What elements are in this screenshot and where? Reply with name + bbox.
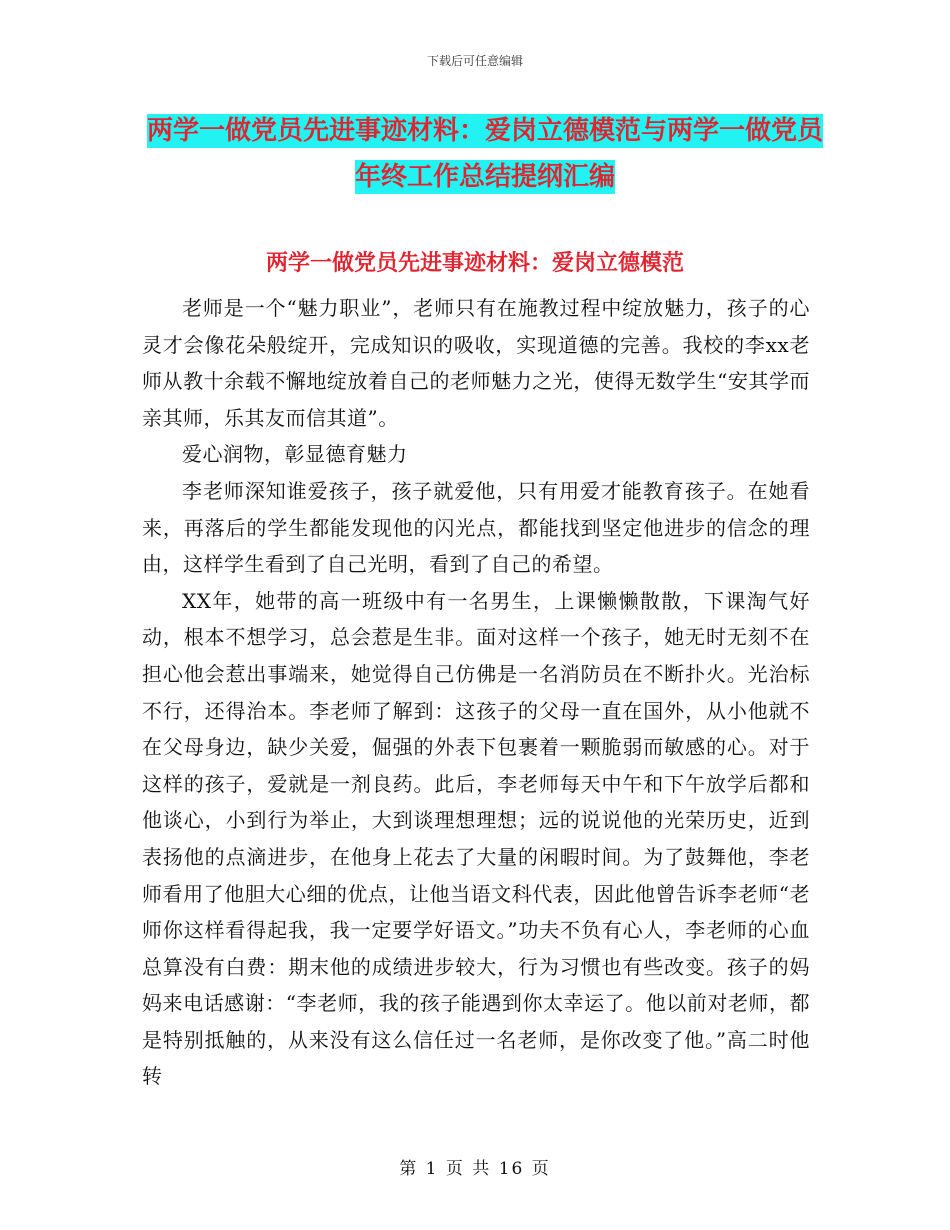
- header-note: 下载后可任意编辑: [426, 54, 523, 68]
- body-text: [142, 290, 810, 1095]
- document-title: [140, 108, 830, 200]
- paragraph: 老师是一个“魅力职业”，老师只有在施教过程中绽放魅力，孩子的心灵才会像花朵般绽开，完成知识的吸收，实现道德的完善。我校的李xx老师从教十余载不懈地绽放着自己的老师魅力之光，使得无数学生“安其学而亲其师，乐其友而信其道”。: [142, 296, 810, 430]
- paragraph: XX年，她带的高一班级中有一名男生，上课懒懒散散，下课淘气好动，根本不想学习，总会惹是生非。面对这样一个孩子，她无时无刻不在担心他会惹出事端来，她觉得自己仿佛是一名消防员在不断扑火。光治标不行，还得治本。李老师了解到：这孩子的父母一直在国外，从小他就不在父母身边，缺少关爱，倔强的外表下包裹着一颗脆弱而敏感的心。对于这样的孩子，爱就是一剂良药。此后，李老师每天中午和下午放学后都和他谈心，小到行为举止，大到谈理想理想；远的说说他的光荣历史，近到表扬他的点滴进步，在他身上花去了大量的闲暇时间。为了鼓舞他，李老师看用了他胆大心细的优点，让他当语文科代表，因此他曾告诉李老师“老师你这样看得起我，我一定要学好语文。”功夫不负有心人，李老师的心血总算没有白费：期末他的成绩进步较大，行为习惯也有些改变。孩子的妈妈来电话感谢：“李老师，我的孩子能遇到你太幸运了。他以前对老师，都是特别抵触的，从来没有这么信任过一名老师，是你改变了他。”高二时他转: [142, 588, 810, 1089]
- paragraph: 李老师深知谁爱孩子，孩子就爱他，只有用爱才能教育孩子。在她看来，再落后的学生都能发现他的闪光点，都能找到坚定他进步的信念的理由，这样学生看到了自己光明，看到了自己的希望。: [142, 478, 810, 577]
- page-footer: 第 1 页 共 16 页: [399, 1159, 551, 1179]
- section-title: 两学一做党员先进事迹材料：爱岗立德模范: [265, 251, 684, 276]
- paragraph-heading: 爱心润物，彰显德育魅力: [182, 442, 408, 467]
- document-title-text: 两学一做党员先进事迹材料：爱岗立德模范与两学一做党员年终工作总结提纲汇编: [146, 116, 823, 192]
